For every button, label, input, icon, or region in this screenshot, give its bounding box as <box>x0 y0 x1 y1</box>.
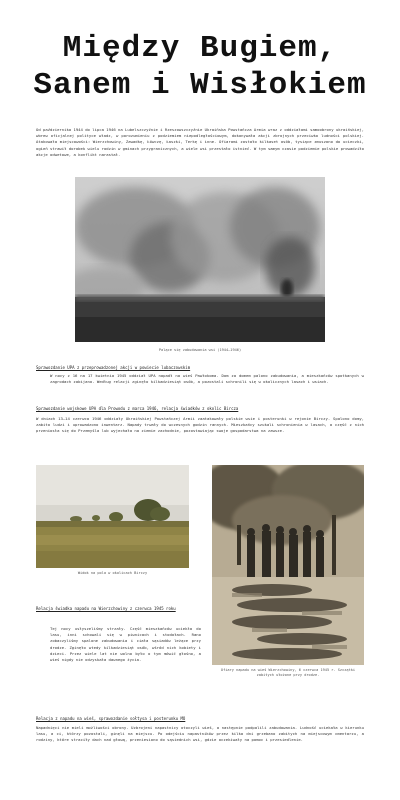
field-landscape-photo <box>36 465 189 568</box>
title-line-2: Sanem i Wisłokiem <box>33 68 367 103</box>
section4-paragraph: Napadnięci nie mieli możliwości obrony. Uzbrojeni napastnicy otoczyli wieś, a następnie podpalili zabudowania. Ludność uciekała w kierunku lasu, a ci, którzy pozostali, ginęli na miejscu. Po odejściu napastników przez kilka dni grzebano zabitych na miejscowym cmentarzu, a rodziny, które straciły dach nad głową, przeniesiono do sąsiednich wsi, gdzie oczekiwały na pomoc i przesiedlenie. <box>36 725 364 743</box>
photo1-caption: Palące się zabudowania wsi (1944–1946) <box>158 348 242 352</box>
section1-paragraph: W nocy z 16 na 17 kwietnia 1945 oddział UPA napadł na wieś Pawłokoma. Dom za domem palono zabudowania, a mieszkańców spotkanych w zagrodach zabijano. Według relacji zginęło kilkadziesiąt osób, a pozostali schronili się w okolicznych lasach i wsiach. <box>50 373 364 385</box>
forest-victims-photo <box>212 465 364 665</box>
section3-heading: Relacja świadka napadu na Wierzchowiny z czerwca 1945 roku <box>36 606 176 611</box>
section2-paragraph: W dniach 13–14 czerwca 1946 oddziały Ukraińskiej Powstańczej Armii zaatakowały polskie wsie i posterunki w rejonie Birczy. Spalono domy, zabito ludzi i uprowadzono inwentarz. Napady trwały do wczesnych godzin rannych. Mieszkańcy szukali schronienia w lasach, a część z nich przeniosła się do Przemyśla lub wyjechała na ziemie zachodnie, pozostawiając swoje gospodarstwa na zawsze. <box>36 416 364 434</box>
title-line-1: Między Bugiem, <box>62 31 338 66</box>
section4-heading: Relacja z napadu na wieś, sprawozdanie sołtysa i posterunku MO <box>36 716 186 721</box>
section2-heading: Sprawozdanie wojskowe UPA dla Prowodu z marca 1946, relacja świadków z okolic Bircza <box>36 406 239 411</box>
section3-paragraph: Tej nocy usłyszeliśmy strzały. Część mieszkańców uciekła do lasu, inni schowali się w piwnicach i stodołach. Rano zobaczyliśmy spalone zabudowania i ciała sąsiadów leżące przy drodze. Zginęło wtedy kilkadziesiąt osób, wśród nich kobiety i dzieci. Przez wiele lat nie wolno było o tym mówić głośno, a wieś nigdy nie odzyskała dawnego życia. <box>50 626 201 663</box>
burning-village-photo <box>75 177 325 342</box>
section1-heading: Sprawozdanie UPA z przeprowadzonej akcji w powiecie lubaczowskim <box>36 365 191 370</box>
page-title <box>0 30 400 104</box>
photo2-caption: Widok na pola w okolicach Birczy <box>77 571 148 575</box>
intro-paragraph: Od października 1944 do lipca 1946 na Lubelszczyźnie i Rzeszowszczyźnie Ukraińska Powstańcza Armia wraz z oddziałami samoobrony ukraińskiej, wbrew oficjalnej polityce władz, w porozumieniu z podziemiem niepodległościowym, dokonywała akcji zbrojnych przeciwko ludności polskiej. Atakowała miejscowości: Wierzchowiny, Zawadkę, Łówczę, Łaszki, Terkę i inne. Ofiarami zostało kilkaset osób, tysiące zmuszono do ucieczki, ogień strawił dorobek wielu rodzin w gminach przygranicznych, a wiele wsi przestało istnieć. W tym samym czasie podziemie polskie prowadziło akcje odwetowe, a konflikt narastał. <box>36 127 364 157</box>
photo3-caption: Ofiary napadu na wieś Wierzchowiny, 6 czerwca 1945 r. Szczątki zabitych ułożone przy drodze. <box>220 668 356 677</box>
